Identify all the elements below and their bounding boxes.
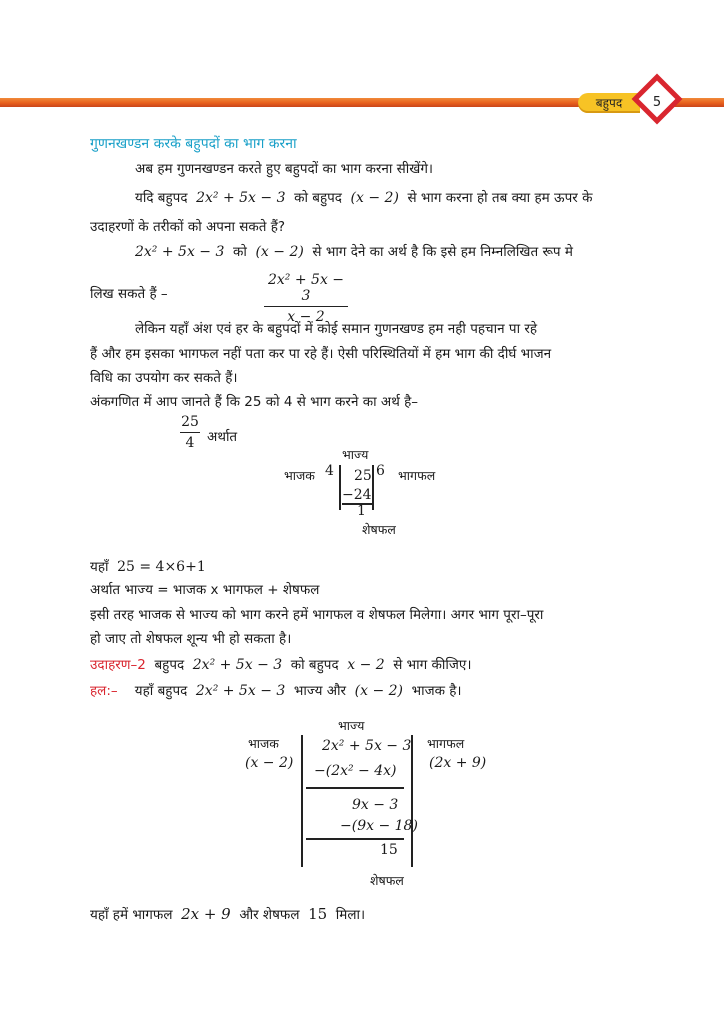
page-number: 5 [652, 95, 662, 110]
div2-row-3: 9x − 3 [352, 797, 399, 813]
div2-row-5: 15 [380, 842, 398, 858]
div2-row-4: −(9x − 18) [340, 818, 418, 834]
div2-quotient: (2x + 9) [429, 755, 487, 771]
solution: हल:– यहाँ बहुपद 2x² + 5x − 3 भाज्य और (x − 2) भाजक है। [90, 683, 462, 699]
paragraph-6: यहाँ 25 = 4×6+1 [90, 559, 206, 575]
div2-divisor-label: भाजक [248, 736, 279, 751]
div1-remainder: 1 [357, 503, 366, 519]
paragraph-3-line-2: लिख सकते हैं – [90, 286, 168, 302]
paragraph-7: अर्थात भाज्य = भाजक x भागफल + शेषफल [90, 582, 320, 598]
div1-quotient-label: भागफल [398, 468, 436, 483]
div1-dividend: 25 [354, 468, 372, 484]
div2-quotient-label: भागफल [427, 736, 465, 751]
div1-left-bar [339, 465, 341, 510]
div1-dividend-label: भाज्य [342, 447, 369, 462]
div1-remainder-label: शेषफल [362, 522, 396, 537]
example-2: उदाहरण–2 बहुपद 2x² + 5x − 3 को बहुपद x − 2 से भाग कीजिए। [90, 657, 472, 673]
label-arthat: अर्थात [207, 429, 238, 445]
div1-quotient: 6 [376, 463, 385, 479]
div2-dividend-label: भाज्य [338, 718, 365, 733]
div2-line-1 [306, 787, 404, 789]
div1-divisor: 4 [325, 463, 334, 479]
conclusion: यहाँ हमें भागफल 2x + 9 और शेषफल 15 मिला। [90, 905, 366, 923]
paragraph-4-line-3: विधि का उपयोग कर सकते हैं। [90, 370, 238, 386]
div2-divisor: (x − 2) [245, 755, 294, 771]
paragraph-2-line-2: उदाहरणों के तरीकों को अपना सकते हैं? [90, 219, 286, 235]
paragraph-5: अंकगणित में आप जानते हैं कि 25 को 4 से भाग करने का अर्थ है– [90, 394, 419, 410]
paragraph-8-line-2: हो जाए तो शेषफल शून्य भी हो सकता है। [90, 631, 292, 647]
div1-divisor-label: भाजक [284, 468, 315, 483]
paragraph-4-line-2: हैं और हम इसका भागफल नहीं पता कर पा रहे हैं। ऐसी परिस्थितियों में हम भाग की दीर्घ भाजन [90, 346, 552, 362]
section-title: गुणनखण्डन करके बहुपदों का भाग करना [90, 136, 297, 152]
fraction-expression: 2x² + 5x − 3 x − 2 [264, 272, 348, 325]
div2-row-1: 2x² + 5x − 3 [322, 738, 412, 754]
paragraph-1: अब हम गुणनखण्डन करते हुए बहुपदों का भाग करना सीखेंगे। [135, 161, 434, 177]
fraction-25-4: 25 4 [181, 414, 199, 451]
paragraph-3-line-1: 2x² + 5x − 3 को (x − 2) से भाग देने का अर्थ है कि इसे हम निम्नलिखित रूप मे [135, 244, 573, 260]
div1-right-bar [372, 465, 374, 510]
div1-subtract: −24 [342, 487, 372, 503]
paragraph-8-line-1: इसी तरह भाजक से भाज्य को भाग करने हमें भागफल व शेषफल मिलेगा। अगर भाग पूरा–पूरा [90, 607, 544, 623]
div2-left-bar [301, 735, 303, 867]
div2-line-2 [306, 838, 404, 840]
chapter-tab: बहुपद [578, 93, 640, 113]
paragraph-2-line-1: यदि बहुपद 2x² + 5x − 3 को बहुपद (x − 2) से भाग करना हो तब क्या हम ऊपर के [135, 190, 593, 206]
div2-right-bar [411, 735, 413, 867]
paragraph-4-line-1: लेकिन यहाँ अंश एवं हर के बहुपदों में कोई समान गुणनखण्ड हम नही पहचान पा रहे [135, 321, 538, 337]
div2-row-2: −(2x² − 4x) [314, 763, 397, 779]
div2-remainder-label: शेषफल [370, 873, 404, 888]
